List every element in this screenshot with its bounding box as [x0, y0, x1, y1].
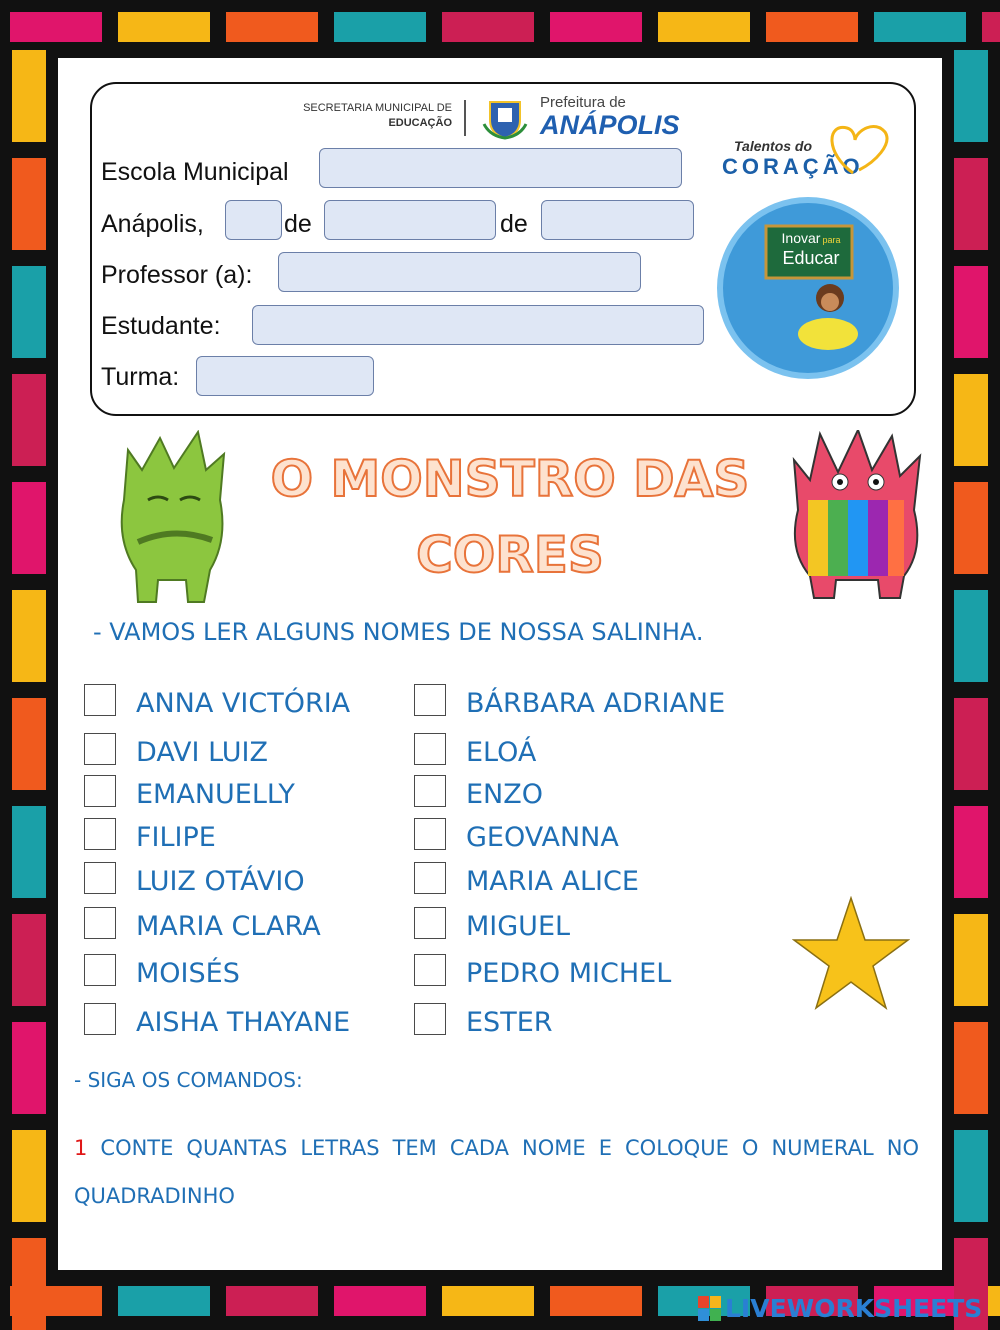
year-field[interactable] [541, 200, 694, 240]
frame-tile-top [118, 12, 210, 42]
turma-label: Turma: [101, 363, 180, 391]
frame-tile-left [12, 1022, 46, 1114]
frame-tile-right [954, 158, 988, 250]
name-checkbox[interactable] [414, 818, 446, 850]
student-name: ENZO [466, 779, 544, 810]
frame-tile-top [658, 12, 750, 42]
name-checkbox[interactable] [414, 684, 446, 716]
frame-tile-left [12, 266, 46, 358]
student-name: ELOÁ [466, 737, 537, 768]
name-checkbox[interactable] [84, 862, 116, 894]
command-1-text: CONTE QUANTAS LETRAS TEM CADA NOME E COLOQUE O NUMERAL NO [100, 1136, 919, 1160]
student-name: BÁRBARA ADRIANE [466, 688, 726, 719]
estudante-label: Estudante: [101, 312, 221, 340]
frame-tile-bottom [334, 1286, 426, 1316]
frame-tile-left [12, 590, 46, 682]
name-checkbox[interactable] [84, 954, 116, 986]
worksheet-title-line1: O MONSTRO DAS [270, 450, 750, 508]
frame-tile-right [954, 590, 988, 682]
globe-text [768, 230, 854, 269]
frame-tile-right [954, 1130, 988, 1222]
frame-tile-right [954, 1022, 988, 1114]
city-crest-icon [480, 94, 530, 140]
globe-line2: Educar [782, 248, 840, 268]
student-name: EMANUELLY [136, 779, 295, 810]
frame-tile-right [954, 374, 988, 466]
name-checkbox[interactable] [414, 775, 446, 807]
day-field[interactable] [225, 200, 282, 240]
live-badge-icon [698, 1296, 722, 1322]
prefeitura-logo [540, 94, 680, 139]
name-checkbox[interactable] [84, 818, 116, 850]
globe-line1b: para [822, 235, 841, 245]
student-name: GEOVANNA [466, 822, 619, 853]
student-name: DAVI LUIZ [136, 737, 268, 768]
de-label-1: de [284, 210, 312, 238]
prefeitura-line2: ANÁPOLIS [540, 110, 680, 140]
frame-tile-top [10, 12, 102, 42]
frame-tile-right [954, 698, 988, 790]
name-checkbox[interactable] [414, 907, 446, 939]
frame-tile-top [766, 12, 858, 42]
student-name: MARIA ALICE [466, 866, 639, 897]
command-1-number: 1 [74, 1136, 88, 1160]
frame-tile-top [334, 12, 426, 42]
professor-label: Professor (a): [101, 261, 253, 289]
frame-tile-right [954, 266, 988, 358]
worksheet-title-line2: CORES [416, 526, 604, 584]
name-checkbox[interactable] [84, 1003, 116, 1035]
frame-tile-bottom [442, 1286, 534, 1316]
frame-tile-left [12, 158, 46, 250]
secretaria-line2: EDUCAÇÃO [388, 117, 452, 129]
secretaria-logo [292, 102, 452, 129]
de-label-2: de [500, 210, 528, 238]
frame-tile-top [550, 12, 642, 42]
command-1-text-line2: QUADRADINHO [74, 1184, 235, 1208]
name-checkbox[interactable] [84, 684, 116, 716]
frame-tile-left [12, 914, 46, 1006]
name-checkbox[interactable] [84, 907, 116, 939]
heart-icon [815, 118, 900, 178]
name-checkbox[interactable] [414, 954, 446, 986]
student-name: PEDRO MICHEL [466, 958, 672, 989]
student-name: FILIPE [136, 822, 216, 853]
frame-tile-left [12, 482, 46, 574]
student-name: MARIA CLARA [136, 911, 321, 942]
star-icon [792, 896, 910, 1012]
name-checkbox[interactable] [414, 1003, 446, 1035]
watermark-logo [698, 1294, 982, 1323]
frame-tile-right [954, 914, 988, 1006]
prefeitura-line1: Prefeitura de [540, 94, 626, 111]
secretaria-line1: SECRETARIA MUNICIPAL DE [303, 102, 452, 114]
student-name: ESTER [466, 1007, 553, 1038]
name-checkbox[interactable] [414, 733, 446, 765]
frame-tile-bottom [118, 1286, 210, 1316]
frame-tile-left [12, 374, 46, 466]
frame-tile-left [12, 50, 46, 142]
talentos-line1: Talentos do [734, 138, 813, 154]
escola-field[interactable] [319, 148, 682, 188]
student-name: MIGUEL [466, 911, 571, 942]
commands-heading: - SIGA OS COMANDOS: [74, 1068, 303, 1092]
divider-line [464, 100, 466, 136]
green-monster-illustration [108, 430, 236, 608]
frame-tile-right [954, 806, 988, 898]
rainbow-monster-illustration [780, 430, 930, 605]
month-field[interactable] [324, 200, 496, 240]
name-checkbox[interactable] [84, 775, 116, 807]
inovar-educar-globe-icon [710, 196, 906, 380]
name-checkbox[interactable] [414, 862, 446, 894]
turma-field[interactable] [196, 356, 374, 396]
estudante-field[interactable] [252, 305, 704, 345]
frame-tile-top [982, 12, 1000, 42]
student-name: AISHA THAYANE [136, 1007, 351, 1038]
command-1 [74, 1136, 919, 1160]
frame-tile-top [226, 12, 318, 42]
frame-tile-right [954, 50, 988, 142]
student-name: ANNA VICTÓRIA [136, 688, 351, 719]
reading-instruction: - VAMOS LER ALGUNS NOMES DE NOSSA SALINHA. [93, 618, 704, 646]
frame-tile-top [874, 12, 966, 42]
anapolis-label: Anápolis, [101, 210, 204, 238]
professor-field[interactable] [278, 252, 641, 292]
talentos-line2: CORAÇÃO [722, 154, 864, 179]
frame-tile-bottom [226, 1286, 318, 1316]
escola-label: Escola Municipal [101, 158, 289, 186]
globe-line1: Inovar [781, 230, 821, 246]
frame-tile-left [12, 1238, 46, 1330]
watermark-text: LIVEWORKSHEETS [725, 1294, 983, 1323]
name-checkbox[interactable] [84, 733, 116, 765]
frame-tile-left [12, 1130, 46, 1222]
student-name: MOISÉS [136, 958, 240, 989]
frame-tile-left [12, 698, 46, 790]
frame-tile-right [954, 482, 988, 574]
frame-tile-bottom [550, 1286, 642, 1316]
student-name: LUIZ OTÁVIO [136, 866, 305, 897]
frame-tile-left [12, 806, 46, 898]
frame-tile-top [442, 12, 534, 42]
